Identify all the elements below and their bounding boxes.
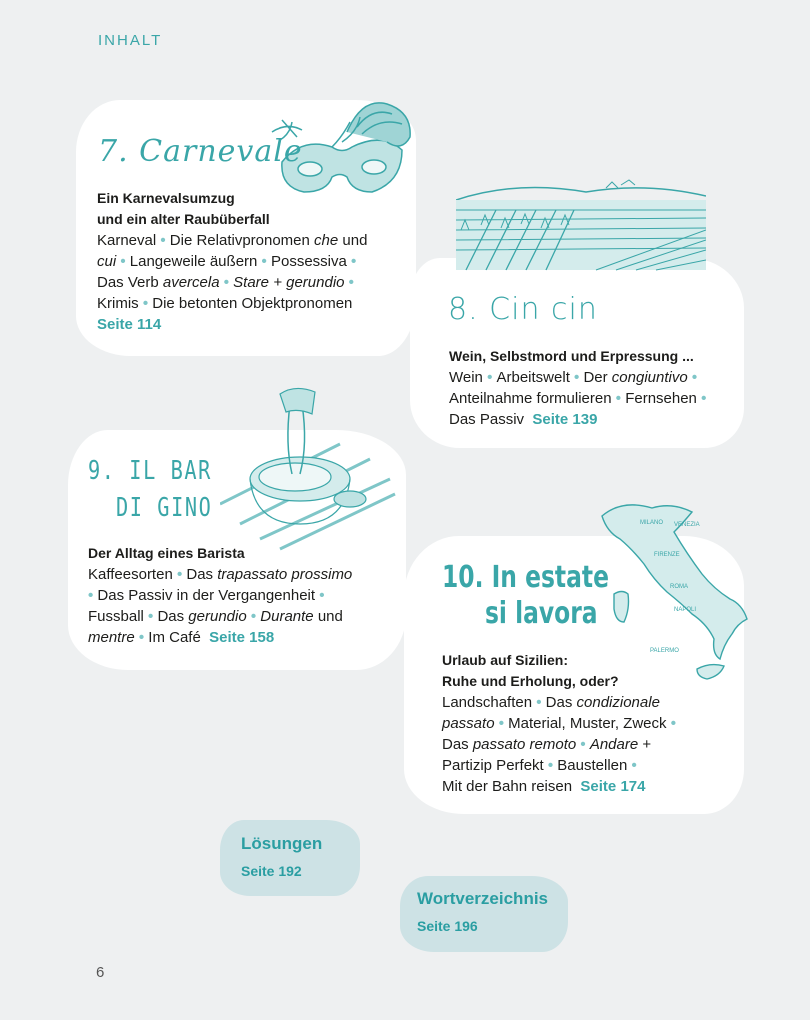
vineyard-illustration: [456, 170, 706, 276]
chapter-8-description: [449, 346, 706, 430]
chapter-8-subtitle: Wein, Selbstmord und Erpressung ...: [449, 348, 694, 364]
chapter-9-line-4: mentre • Im Café Seite 158: [88, 629, 275, 646]
chapter-10-line-2: passato • Material, Muster, Zweck •: [442, 715, 676, 732]
map-label-napoli: NAPOLI: [674, 607, 697, 613]
chapter-9-page-link[interactable]: Seite 158: [209, 629, 275, 646]
chapter-9-title-line-1[interactable]: 9. IL BAR: [88, 456, 212, 486]
wortverzeichnis-page-link[interactable]: Seite 196: [417, 918, 478, 934]
chapter-7-line-2: cui • Langeweile äußern • Possessiva •: [97, 253, 357, 270]
map-label-roma: ROMA: [670, 584, 688, 590]
chapter-7-line-3: Das Verb avercela • Stare + gerundio •: [97, 274, 354, 291]
chapter-7-page-link[interactable]: Seite 114: [97, 316, 162, 333]
loesungen-title[interactable]: Lösungen: [241, 834, 323, 853]
chapter-10-title-line-1[interactable]: 10. In estate: [442, 560, 609, 595]
chapter-10-page-link[interactable]: Seite 174: [580, 778, 646, 795]
page-number: 6: [96, 964, 105, 981]
chapter-7-line-1: Karneval • Die Relativpronomen che und: [97, 232, 368, 249]
loesungen-card[interactable]: [220, 820, 360, 896]
chapter-10-line-5: Mit der Bahn reisen Seite 174: [442, 778, 646, 795]
chapter-9-line-1: Kaffeesorten • Das trapassato prossimo: [88, 566, 353, 583]
chapter-9-description: [88, 543, 352, 648]
chapter-10-subtitle-line-2: Ruhe und Erholung, oder?: [442, 673, 619, 689]
map-label-palermo: PALERMO: [650, 648, 679, 654]
chapter-10-description: [442, 650, 676, 797]
chapter-7-description: [97, 188, 367, 335]
chapter-8-line-1: Wein • Arbeitswelt • Der congiuntivo •: [449, 369, 698, 386]
map-label-milano: MILANO: [640, 520, 664, 526]
chapter-10-title-line-2[interactable]: si lavora: [485, 596, 598, 631]
loesungen-page-link[interactable]: Seite 192: [241, 863, 302, 879]
wortverzeichnis-card[interactable]: [400, 876, 568, 952]
map-label-venezia: VENEZIA: [674, 522, 700, 528]
chapter-10-line-4: Partizip Perfekt • Baustellen •: [442, 757, 637, 774]
chapter-10-line-3: Das passato remoto • Andare +: [442, 736, 652, 753]
chapter-8-line-3: Das Passiv Seite 139: [449, 411, 598, 428]
map-label-firenze: FIRENZE: [654, 552, 680, 558]
chapter-9-title-line-2[interactable]: DI GINO: [116, 493, 213, 523]
chapter-7-subtitle-line-2: und ein alter Raubüberfall: [97, 211, 270, 227]
chapter-7-title[interactable]: 7. Carnevale: [98, 134, 303, 169]
wortverzeichnis-title[interactable]: Wortverzeichnis: [417, 889, 549, 908]
chapter-8-line-2: Anteilnahme formulieren • Fernsehen •: [449, 390, 707, 407]
chapter-10-subtitle-line-1: Urlaub auf Sizilien:: [442, 652, 569, 668]
chapter-8-page-link[interactable]: Seite 139: [532, 411, 598, 428]
coffee-cup-illustration: [220, 384, 400, 554]
chapter-9-line-2: • Das Passiv in der Vergangenheit •: [88, 587, 325, 604]
section-header: INHALT: [98, 32, 163, 49]
chapter-7-subtitle-line-1: Ein Karnevalsumzug: [97, 190, 235, 206]
chapter-9-line-3: Fussball • Das gerundio • Durante und: [88, 608, 343, 625]
chapter-10-line-1: Landschaften • Das condizionale: [442, 694, 660, 711]
chapter-7-line-4: Krimis • Die betonten Objektpronomen: [97, 295, 353, 312]
chapter-9-subtitle: Der Alltag eines Barista: [88, 545, 245, 561]
chapter-8-title[interactable]: 8. Cin cin: [448, 292, 598, 327]
